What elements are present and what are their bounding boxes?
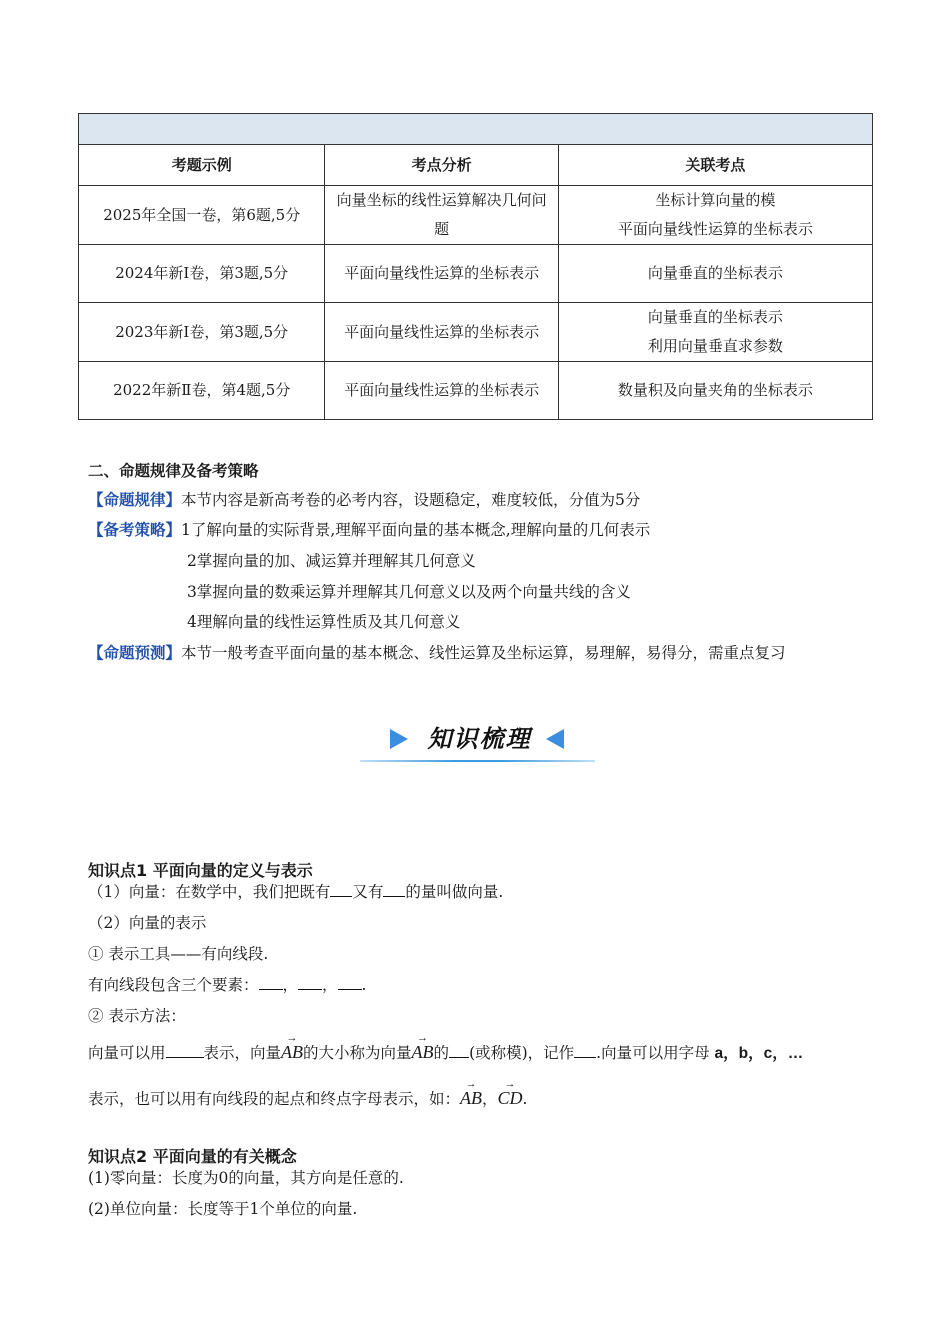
table-header-row — [79, 145, 873, 186]
related-line: 向量垂直的坐标表示 — [647, 264, 783, 282]
text: (或称模)，记作 — [469, 1044, 575, 1062]
fill-blank — [259, 975, 283, 990]
fill-blank — [574, 1043, 596, 1058]
text: . — [522, 1090, 528, 1108]
related-line: 数量积及向量夹角的坐标表示 — [617, 381, 813, 399]
kp1-line3: ① 表示工具——有向线段. — [88, 945, 269, 963]
cell-related — [558, 303, 872, 362]
strategy-heading: 二、命题规律及备考策略 — [88, 462, 259, 480]
cell-analysis: 平面向量线性运算的坐标表示 — [325, 303, 558, 362]
text: .向量可以用字母 — [596, 1044, 710, 1062]
header-related: 关联考点 — [558, 145, 872, 186]
prep-item: 3掌握向量的数乘运算并理解其几何意义以及两个向量共线的含义 — [187, 583, 631, 601]
vector-ab — [460, 1078, 483, 1109]
kp2-line1: (1)零向量：长度为0的向量，其方向是任意的. — [88, 1169, 404, 1187]
rule-line — [88, 488, 640, 510]
text: 有向线段包含三个要素： — [88, 976, 259, 994]
header-example: 考题示例 — [79, 145, 325, 186]
fill-blank — [166, 1043, 204, 1058]
vector-arrow-icon: → — [417, 1032, 429, 1044]
text: 的大小称为向量 — [303, 1044, 412, 1062]
table-row — [79, 186, 873, 245]
knowledge-banner-title: 知识梳理 — [427, 725, 532, 753]
vector-label: AB — [411, 1042, 434, 1062]
kp1-line1 — [88, 880, 503, 902]
cell-related — [558, 245, 872, 303]
knowledge-banner — [360, 715, 595, 763]
kp2-title: 知识点2 平面向量的有关概念 — [88, 1147, 297, 1166]
forecast-text: 本节一般考查平面向量的基本概念、线性运算及坐标运算，易理解，易得分，需重点复习 — [181, 644, 786, 662]
prep-item: 2掌握向量的加、减运算并理解其几何意义 — [187, 552, 476, 570]
vector-arrow-icon: → — [286, 1032, 298, 1044]
vector-arrow-icon: → — [504, 1078, 516, 1090]
vector-ab — [281, 1032, 304, 1063]
text: . — [361, 976, 367, 994]
cell-example: 2022年新Ⅱ卷，第4题,5分 — [79, 362, 325, 420]
prep-item: 4理解向量的线性运算性质及其几何意义 — [187, 613, 461, 631]
vector-arrow-icon: → — [465, 1078, 477, 1090]
related-line: 坐标计算向量的模 — [655, 191, 776, 209]
text: 表示，向量 — [203, 1044, 282, 1062]
rule-text: 本节内容是新高考卷的必考内容，设题稳定，难度较低，分值为5分 — [181, 491, 641, 509]
cell-analysis: 平面向量线性运算的坐标表示 — [325, 245, 558, 303]
forecast-tag: 【命题预测】 — [88, 644, 182, 662]
prep-line — [88, 518, 650, 540]
table-row — [79, 245, 873, 303]
text: ， — [482, 1090, 498, 1108]
fill-blank — [383, 882, 405, 897]
cell-example: 2024年新I卷，第3题,5分 — [79, 245, 325, 303]
letter-list: a，b，c，… — [714, 1045, 804, 1062]
text: ， — [282, 976, 299, 994]
vector-ab — [411, 1032, 434, 1063]
fill-blank — [449, 1043, 469, 1058]
rule-tag: 【命题规律】 — [88, 491, 182, 509]
exam-analysis-table — [78, 113, 873, 420]
vector-label: AB — [460, 1088, 483, 1108]
kp1-line7 — [88, 1078, 528, 1109]
cell-example: 2025年全国一卷，第6题,5分 — [79, 186, 325, 245]
kp1-line6 — [88, 1032, 804, 1063]
arrow-right-icon — [390, 729, 408, 749]
text: 向量可以用 — [88, 1044, 166, 1062]
kp1-line4 — [88, 973, 366, 995]
fill-blank — [330, 882, 352, 897]
banner-underline — [360, 760, 595, 762]
related-line: 平面向量线性运算的坐标表示 — [617, 220, 813, 238]
cell-analysis: 向量坐标的线性运算解决几何问题 — [325, 186, 558, 245]
arrow-left-icon — [546, 729, 564, 749]
text: 又有 — [352, 883, 384, 901]
cell-example: 2023年新I卷，第3题,5分 — [79, 303, 325, 362]
table-row — [79, 362, 873, 420]
vector-label: AB — [281, 1042, 304, 1062]
header-analysis: 考点分析 — [325, 145, 558, 186]
kp1-line5: ② 表示方法： — [88, 1007, 186, 1025]
cell-analysis: 平面向量线性运算的坐标表示 — [325, 362, 558, 420]
fill-blank — [338, 975, 362, 990]
fill-blank — [298, 975, 322, 990]
prep-item: 1了解向量的实际背景,理解平面向量的基本概念,理解向量的几何表示 — [181, 521, 651, 539]
forecast-line — [88, 641, 786, 663]
related-line: 向量垂直的坐标表示 — [647, 308, 783, 326]
text: ， — [322, 976, 338, 994]
cell-related — [558, 362, 872, 420]
text: 的量叫做向量. — [405, 883, 504, 901]
table-banner-cell — [79, 114, 873, 145]
related-line: 利用向量垂直求参数 — [647, 337, 783, 355]
text: 的 — [433, 1044, 450, 1062]
text: 表示，也可以用有向线段的起点和终点字母表示，如： — [88, 1090, 461, 1108]
vector-cd — [497, 1078, 523, 1109]
text: （1）向量：在数学中，我们把既有 — [88, 883, 331, 901]
table-banner-row — [79, 114, 873, 145]
kp2-line2: (2)单位向量：长度等于1个单位的向量. — [88, 1200, 358, 1218]
prep-tag: 【备考策略】 — [88, 521, 182, 539]
cell-related — [558, 186, 872, 245]
kp1-title: 知识点1 平面向量的定义与表示 — [88, 861, 313, 880]
vector-label: CD — [497, 1088, 523, 1108]
table-row — [79, 303, 873, 362]
kp1-line2: （2）向量的表示 — [88, 914, 207, 932]
